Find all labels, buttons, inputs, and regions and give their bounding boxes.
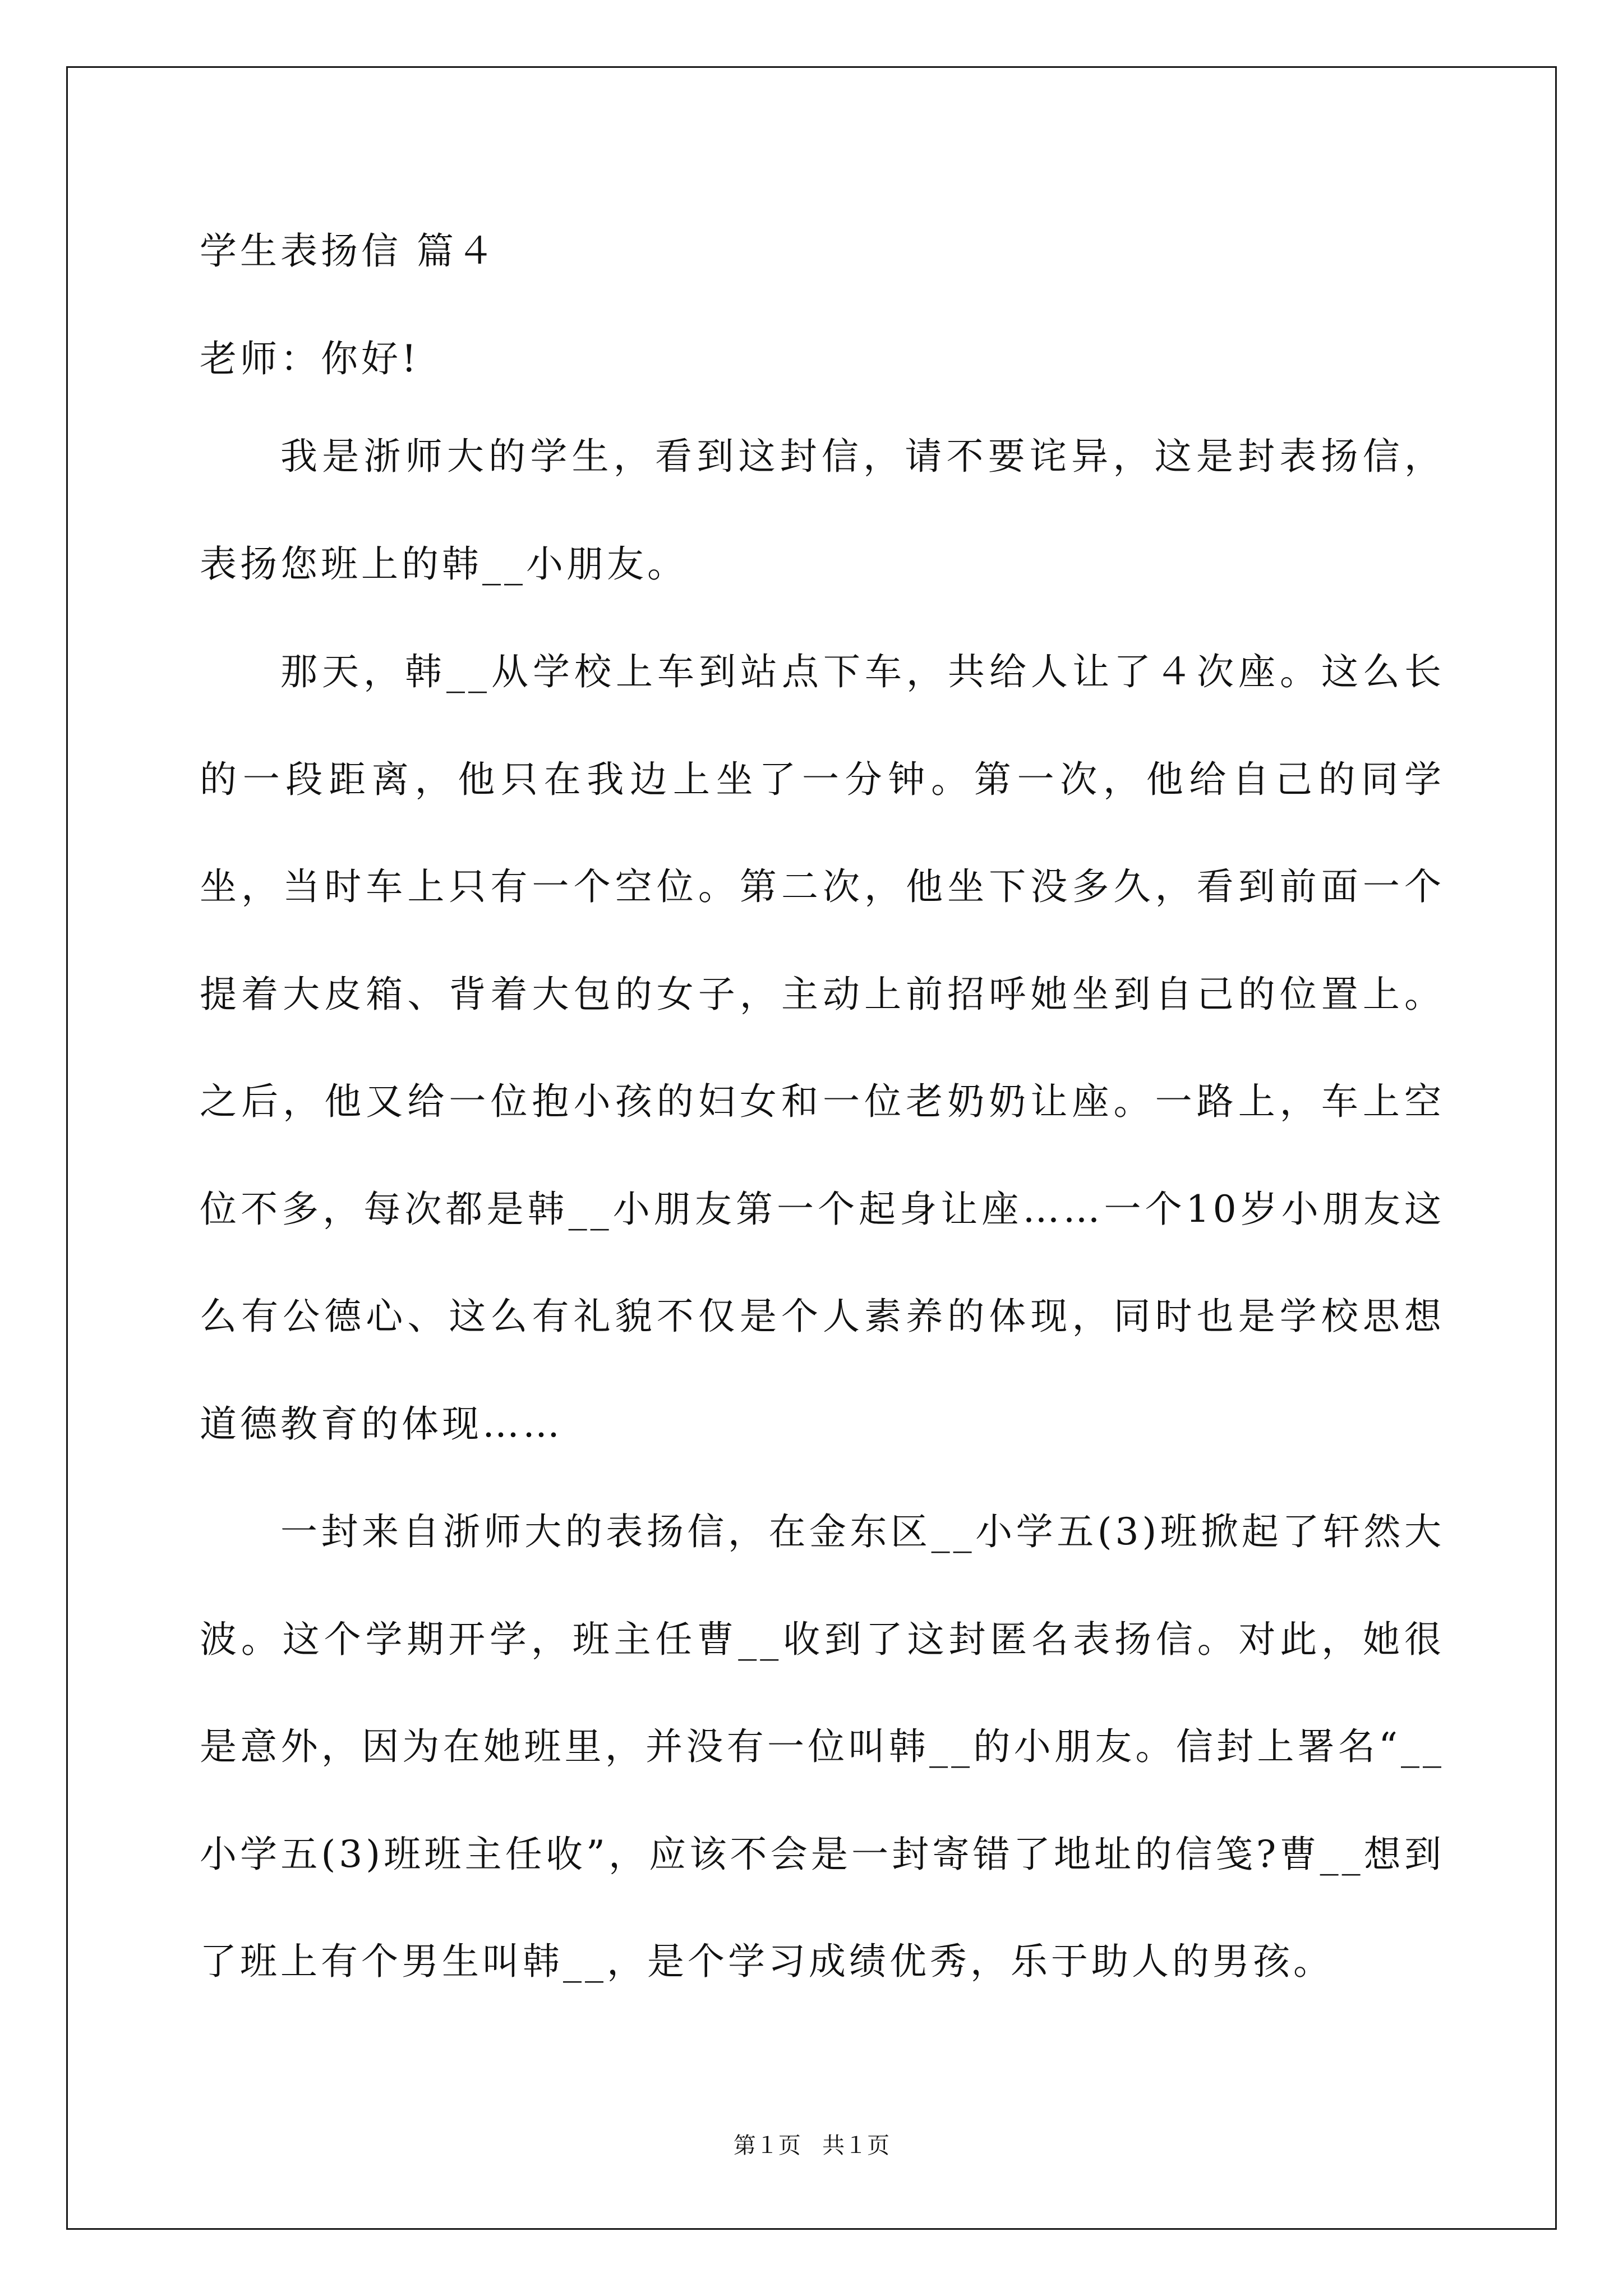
letter-greeting: 老师：你好! <box>200 337 420 380</box>
document-title: 学生表扬信 篇４ <box>200 229 497 273</box>
paragraph-2: 那天，韩__从学校上车到站点下车，共给人让了４次座。这么长的一段距离，他只在我边上坐了一分钟。第一次，他给自己的同学坐，当时车上只有一个空位。第二次，他坐下没多久，看到前面一个提着大皮箱、背着大包的女子，主动上前招呼她坐到自己的位置上。之后，他又给一位抱小孩的妇女和一位老奶奶让座。一路上，车上空位不多，每次都是韩__小朋友第一个起身让座……一个10岁小朋友这么有公德心、这么有礼貌不仅是个人素养的体现，同时也是学校思想道德教育的体现…… <box>200 650 1445 1446</box>
paragraph-1: 我是浙师大的学生，看到这封信，请不要诧异，这是封表扬信，表扬您班上的韩__小朋友。 <box>200 435 1445 586</box>
paragraph-3: 一封来自浙师大的表扬信，在金东区__小学五(3)班掀起了轩然大波。这个学期开学，班主任曹__收到了这封匿名表扬信。对此，她很是意外，因为在她班里，并没有一位叫韩__的小朋友。信封上署名“__小学五(3)班班主任收”，应该不会是一封寄错了地址的信笺?曹__想到了班上有个男生叫韩__，是个学习成绩优秀，乐于助人的男孩。 <box>200 1510 1445 1983</box>
page-footer: 第１页 共１页 <box>733 2133 890 2159</box>
